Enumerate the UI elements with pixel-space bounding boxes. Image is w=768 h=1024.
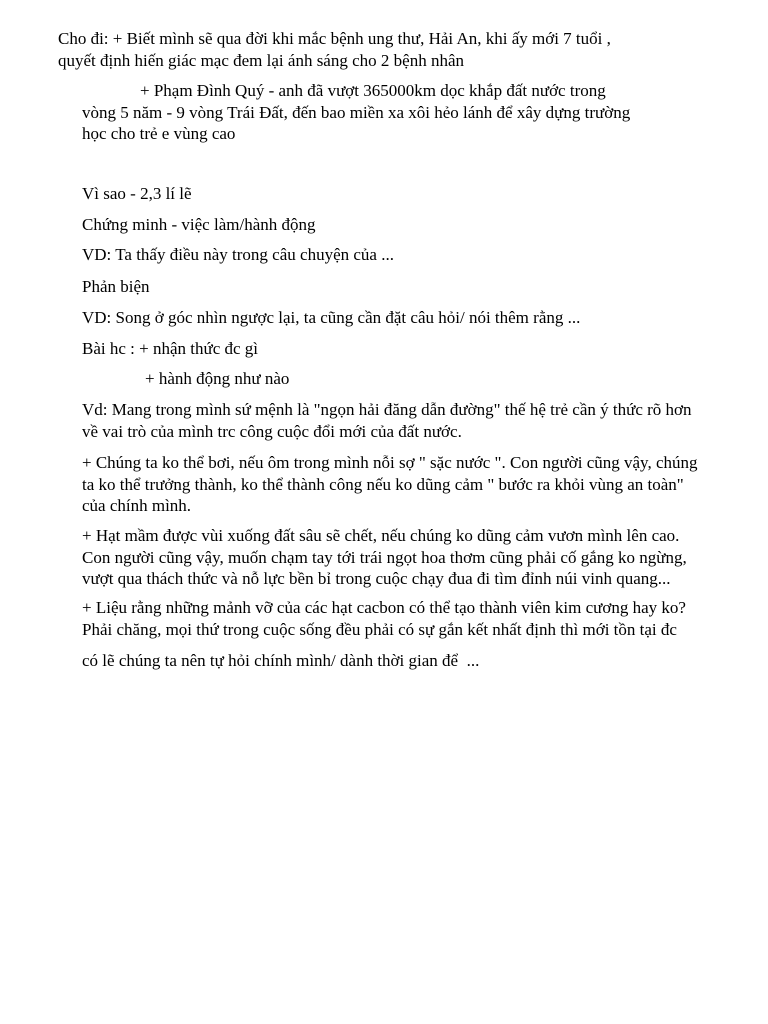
proof-heading xyxy=(82,214,315,236)
swim-line-3: của chính mình. xyxy=(82,496,192,515)
lesson-action-text: + hành động như nào xyxy=(145,369,290,388)
counter-example-text: VD: Song ở góc nhìn ngược lại, ta cũng cần đặt câu hỏi/ nói thêm rằng ... xyxy=(82,308,581,327)
seed-line-2: Con người cũng vậy, muốn chạm tay tới trái ngọt hoa thơm cũng phải cố gắng ko ngừng, xyxy=(82,547,687,567)
seed-line-3: vượt qua thách thức và nỗ lực bền bỉ trong cuộc chạy đua đi tìm đỉnh núi vinh quang... xyxy=(82,569,671,588)
seed-line-1: + Hạt mầm được vùi xuống đất sâu sẽ chết, nếu chúng ko dũng cảm vươn mình lên cao. xyxy=(82,526,680,545)
proof-example-text: VD: Ta thấy điều này trong câu chuyện của ... xyxy=(82,245,394,264)
why-heading xyxy=(82,183,192,205)
counter-example xyxy=(82,307,580,329)
proof-example xyxy=(82,244,394,266)
closing-text: có lẽ chúng ta nên tự hỏi chính mình/ dành thời gian để ... xyxy=(82,651,480,670)
closing-paragraph xyxy=(82,650,479,672)
mission-paragraph xyxy=(82,399,692,442)
why-text: Vì sao - 2,3 lí lẽ xyxy=(82,184,192,203)
lesson-heading xyxy=(82,338,258,360)
seed-paragraph xyxy=(82,525,687,590)
counter-text: Phản biện xyxy=(82,277,150,296)
example2-line-3: học cho trẻ e vùng cao xyxy=(82,124,236,143)
carbon-line-1: + Liệu rằng những mảnh vỡ của các hạt cacbon có thể tạo thành viên kim cương hay ko? xyxy=(82,598,686,617)
swim-line-2: ta ko thể trưởng thành, ko thể thành công nếu ko dũng cảm " bước ra khỏi vùng an toàn" xyxy=(82,474,684,494)
intro-paragraph xyxy=(58,28,611,71)
intro-line-1: Cho đi: + Biết mình sẽ qua đời khi mắc bệnh ung thư, Hải An, khi ấy mới 7 tuổi , xyxy=(58,29,611,48)
example2-line-2: vòng 5 năm - 9 vòng Trái Đất, đến bao miền xa xôi hẻo lánh để xây dựng trường xyxy=(82,102,631,122)
lesson-action xyxy=(145,368,289,390)
lesson-text: Bài hc : + nhận thức đc gì xyxy=(82,339,259,358)
swim-paragraph xyxy=(82,452,698,517)
proof-text: Chứng minh - việc làm/hành động xyxy=(82,215,316,234)
carbon-line-2: Phải chăng, mọi thứ trong cuộc sống đều phải có sự gắn kết nhất định thì mới tồn tại đc xyxy=(82,619,677,639)
counter-heading xyxy=(82,276,150,298)
swim-line-1: + Chúng ta ko thể bơi, nếu ôm trong mình nỗi sợ " sặc nước ". Con người cũng vậy, chúng xyxy=(82,453,698,472)
mission-line-2: về vai trò của mình trc công cuộc đổi mới của đất nước. xyxy=(82,421,462,441)
example2-line-1: + Phạm Đình Quý - anh đã vượt 365000km dọc khắp đất nước trong xyxy=(140,81,606,100)
mission-line-1: Vd: Mang trong mình sứ mệnh là "ngọn hải đăng dẫn đường" thế hệ trẻ cần ý thức rõ hơn xyxy=(82,400,692,419)
example-pham-dinh-quy xyxy=(82,80,630,145)
intro-line-2: quyết định hiến giác mạc đem lại ánh sáng cho 2 bệnh nhân xyxy=(58,50,464,70)
carbon-paragraph xyxy=(82,597,686,640)
